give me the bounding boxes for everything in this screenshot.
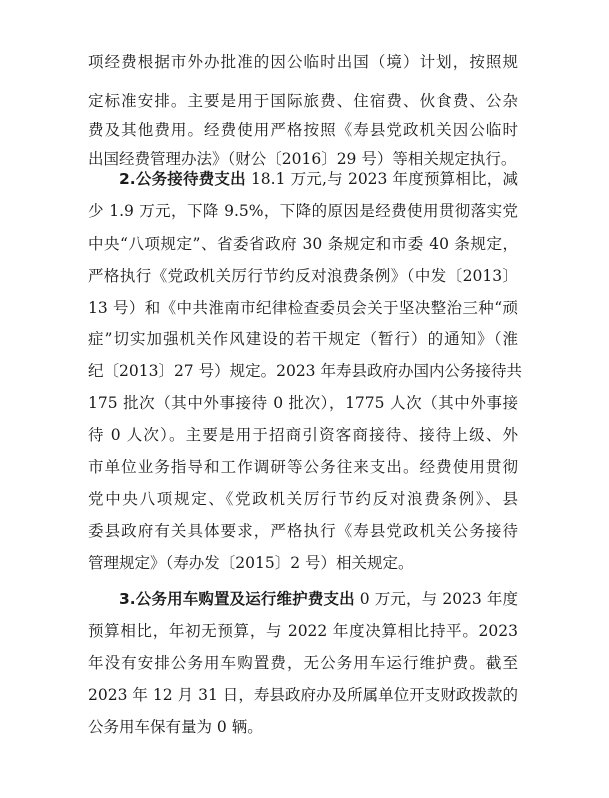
text-line: 市单位业务指导和工作调研等公务往来支出。经费使用贯彻 [88, 458, 518, 476]
text-line: 定标准安排。主要是用于国际旅费、住宿费、伙食费、公杂 [88, 92, 518, 110]
text-line: 预算相比，年初无预算，与 2022 年度决算相比持平。2023 [88, 622, 518, 640]
paragraph-first-line [119, 162, 518, 196]
text-line: 严格执行《党政机关厉行节约反对浪费条例》（中发〔2013〕 [88, 267, 518, 285]
text-line: 项经费根据市外办批准的因公临时出国（境）计划，按照规 [88, 53, 518, 71]
text-line: 13 号）和《中共淮南市纪律检查委员会关于坚决整治三种“顽 [88, 299, 518, 317]
text-span: 18.1 万元,与 2023 年度预算相比，减 [245, 170, 518, 188]
text-line: 待 0 人次）。主要是用于招商引资客商接待、接待上级、外 [88, 426, 518, 444]
text-line: 2023 年 12 月 31 日，寿县政府办及所属单位开支财政拨款的 [88, 686, 518, 704]
text-line: 175 批次（其中外事接待 0 批次），1775 人次（其中外事接 [88, 394, 518, 412]
text-line: 委县政府有关具体要求，严格执行《寿县党政机关公务接待 [88, 522, 518, 540]
text-line: 纪〔2013〕27 号）规定。2023 年寿县政府办国内公务接待共 [88, 362, 522, 380]
text-line: 症”切实加强机关作风建设的若干规定（暂行）的通知》（淮 [88, 330, 518, 348]
text-span: 0 万元，与 2023 年度 [354, 590, 518, 608]
text-line: 党中央八项规定、《党政机关厉行节约反对浪费条例》、县 [88, 490, 518, 508]
section-heading-vehicles: 3.公务用车购置及运行维护费支出 [119, 590, 355, 608]
text-line: 公务用车保有量为 0 辆。 [88, 718, 263, 736]
text-line: 少 1.9 万元，下降 9.5%，下降的原因是经费使用贯彻落实党 [88, 202, 518, 220]
text-line: 管理规定》（寿办发〔2015〕2 号）相关规定。 [88, 554, 414, 572]
paragraph-first-line [119, 582, 518, 616]
text-line: 费及其他费用。经费使用严格按照《寿县党政机关因公临时 [88, 121, 518, 139]
text-line: 中央“八项规定”、省委省政府 30 条规定和市委 40 条规定， [88, 235, 518, 253]
section-heading-reception: 2.公务接待费支出 [119, 170, 246, 188]
text-line: 出国经费管理办法》（财公〔2016〕29 号）等相关规定执行。 [88, 150, 517, 168]
text-line: 年没有安排公务用车购置费，无公务用车运行维护费。截至 [88, 654, 518, 672]
